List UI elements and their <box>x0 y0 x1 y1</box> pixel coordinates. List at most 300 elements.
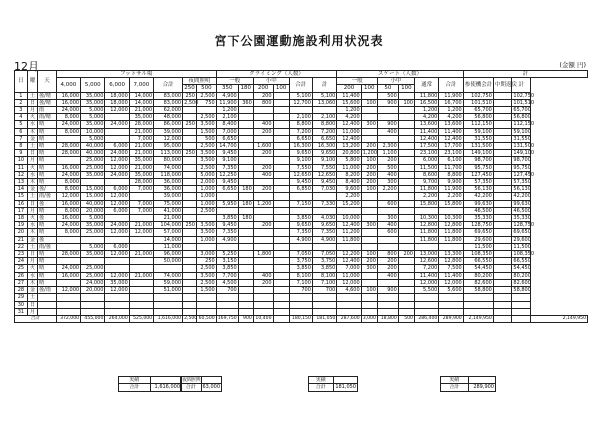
value-cell <box>377 107 398 114</box>
value-cell: 56,800 <box>513 114 531 121</box>
table-row <box>15 171 588 178</box>
summary-blank <box>333 377 358 384</box>
total-cell: 500 <box>398 315 414 322</box>
summary-blank <box>468 377 496 384</box>
value-cell <box>512 294 531 301</box>
value-cell: 750 <box>196 99 216 106</box>
value-cell: 9,450 <box>312 179 336 186</box>
weather-cell: 晴 <box>38 251 57 258</box>
total-cell: 289,900 <box>439 315 463 322</box>
value-cell <box>253 215 273 222</box>
value-cell: 23,100 <box>414 150 438 157</box>
value-cell <box>183 157 197 164</box>
total-cell: 180,150 <box>289 315 312 322</box>
value-cell: 5,950 <box>216 200 238 207</box>
value-cell: 65,700 <box>463 107 493 114</box>
value-cell: 2,200 <box>414 193 438 200</box>
value-cell: 40,000 <box>81 143 105 150</box>
header-climb-price: 350 <box>216 85 238 92</box>
value-cell: 17,700 <box>439 143 463 150</box>
total-cell: 10,400 <box>253 315 273 322</box>
value-cell <box>493 279 512 286</box>
value-cell <box>273 143 289 150</box>
value-cell <box>493 143 512 150</box>
total-cell: 264,000 <box>105 315 129 322</box>
value-cell <box>238 308 253 315</box>
value-cell: 16,300 <box>289 143 312 150</box>
value-cell <box>105 308 129 315</box>
value-cell: 11,900 <box>439 186 463 193</box>
weekday-cell: 火 <box>27 215 37 222</box>
value-cell: 74,000 <box>154 164 183 171</box>
value-cell <box>361 272 377 279</box>
total-cell: 60,500 <box>196 315 216 322</box>
value-cell: 24,000 <box>105 222 129 229</box>
value-cell: 5,600 <box>439 287 463 294</box>
weekday-cell: 木 <box>27 229 37 236</box>
value-cell <box>105 135 129 142</box>
value-cell: 35,000 <box>129 157 153 164</box>
value-cell: 5,000 <box>81 135 105 142</box>
value-cell: 95,750 <box>463 164 493 171</box>
value-cell: 200 <box>253 186 273 193</box>
value-cell: 11,800 <box>414 236 438 243</box>
weekday-cell: 日 <box>27 150 37 157</box>
value-cell <box>398 200 414 207</box>
value-cell: 250 <box>183 121 197 128</box>
value-cell: 35,000 <box>129 171 153 178</box>
value-cell: 200 <box>361 164 377 171</box>
value-cell: 83,000 <box>154 92 183 99</box>
value-cell: 99,630 <box>463 200 493 207</box>
summary-value: 63,000 <box>202 384 220 391</box>
header-total-sub: 計 <box>512 78 531 92</box>
value-cell: 149,100 <box>513 150 535 157</box>
value-cell: 16,500 <box>414 99 438 106</box>
day-cell: 11 <box>15 164 28 171</box>
value-cell <box>183 287 197 294</box>
value-cell: 600 <box>377 200 398 207</box>
value-cell <box>129 294 153 301</box>
value-cell: 8,000 <box>56 207 80 214</box>
value-cell: 40,000 <box>81 200 105 207</box>
value-cell: 9,650 <box>312 150 336 157</box>
value-cell: 9,100 <box>216 157 238 164</box>
value-cell <box>398 287 414 294</box>
value-cell: 12,700 <box>289 99 312 106</box>
header-climbing: クライミング（人数） <box>216 71 337 78</box>
weekday-cell: 月 <box>27 207 37 214</box>
value-cell <box>273 193 289 200</box>
value-cell <box>238 121 253 128</box>
value-cell <box>196 107 216 114</box>
day-cell: 22 <box>15 243 28 250</box>
table-row <box>15 251 588 258</box>
value-cell: 29,600 <box>513 236 531 243</box>
value-cell <box>493 294 512 301</box>
value-cell <box>493 179 512 186</box>
value-cell <box>398 128 414 135</box>
weekday-cell: 金 <box>27 287 37 294</box>
value-cell <box>289 207 312 214</box>
value-cell: 200 <box>253 128 273 135</box>
value-cell <box>312 308 336 315</box>
weekday-cell: 水 <box>27 222 37 229</box>
value-cell: 1,000 <box>196 200 216 207</box>
day-cell: 20 <box>15 229 28 236</box>
value-cell <box>216 308 238 315</box>
value-cell: 28,000 <box>129 121 153 128</box>
value-cell <box>238 193 253 200</box>
value-cell <box>183 301 197 308</box>
value-cell <box>398 135 414 142</box>
value-cell <box>361 193 377 200</box>
weekday-cell: 火 <box>27 114 37 121</box>
value-cell <box>512 308 531 315</box>
day-cell: 9 <box>15 150 28 157</box>
value-cell <box>253 294 273 301</box>
value-cell <box>493 193 512 200</box>
header-skate-price: 100 <box>398 85 414 92</box>
value-cell: 35,000 <box>81 121 105 128</box>
climbing-summary <box>308 376 358 392</box>
value-cell: 82,600 <box>513 279 531 286</box>
value-cell <box>105 258 129 265</box>
value-cell <box>154 301 183 308</box>
value-cell <box>183 128 197 135</box>
value-cell <box>289 193 312 200</box>
weekday-cell: 木 <box>27 128 37 135</box>
value-cell: 35,000 <box>81 251 105 258</box>
night-summary <box>180 376 222 392</box>
value-cell: 95,000 <box>154 143 183 150</box>
value-cell <box>414 301 438 308</box>
value-cell: 16,000 <box>56 272 80 279</box>
value-cell: 6,000 <box>414 157 438 164</box>
header-date: 日 <box>15 71 28 93</box>
value-cell <box>273 157 289 164</box>
header-skate-price: 200 <box>337 85 361 92</box>
value-cell: 7,350 <box>216 229 238 236</box>
value-cell <box>183 193 197 200</box>
value-cell: 20,800 <box>337 150 361 157</box>
value-cell: 8,000 <box>56 186 80 193</box>
value-cell: 57,350 <box>463 179 493 186</box>
value-cell: 1,200 <box>337 107 361 114</box>
value-cell <box>238 171 253 178</box>
value-cell: 9,650 <box>312 222 336 229</box>
value-cell: 11,000 <box>337 128 361 135</box>
weather-cell: 晴 <box>38 258 57 265</box>
value-cell <box>398 179 414 186</box>
table-row <box>15 294 588 301</box>
value-cell <box>183 229 197 236</box>
value-cell: 9,600 <box>337 186 361 193</box>
value-cell <box>493 258 512 265</box>
weather-cell: 曇/雨 <box>38 287 57 294</box>
value-cell: 300 <box>377 179 398 186</box>
value-cell <box>183 279 197 286</box>
value-cell: 11,200 <box>337 229 361 236</box>
value-cell: 8,400 <box>337 179 361 186</box>
value-cell: 7,550 <box>312 164 336 171</box>
value-cell: 46,500 <box>513 207 531 214</box>
value-cell <box>238 157 253 164</box>
value-cell <box>238 135 253 142</box>
value-cell: 35,000 <box>81 92 105 99</box>
value-cell <box>273 135 289 142</box>
value-cell <box>216 193 238 200</box>
value-cell: 24,000 <box>56 121 80 128</box>
value-cell <box>414 243 438 250</box>
value-cell: 98,700 <box>463 157 493 164</box>
weather-cell: 曇/晴 <box>38 99 57 106</box>
value-cell: 29,600 <box>463 236 493 243</box>
value-cell: 7,030 <box>312 186 336 193</box>
weather-cell <box>38 308 57 315</box>
value-cell: 200 <box>398 251 414 258</box>
weather-cell: 晴 <box>38 279 57 286</box>
value-cell <box>361 229 377 236</box>
value-cell <box>463 301 493 308</box>
value-cell: 8,400 <box>216 121 238 128</box>
value-cell: 400 <box>253 272 273 279</box>
weekday-cell: 月 <box>27 258 37 265</box>
value-cell <box>183 294 197 301</box>
value-cell: 100 <box>361 157 377 164</box>
value-cell: 25,000 <box>81 164 105 171</box>
value-cell <box>183 272 197 279</box>
day-cell: 3 <box>15 107 28 114</box>
value-cell: 5,100 <box>312 92 336 99</box>
value-cell <box>273 294 289 301</box>
table-row <box>15 243 588 250</box>
value-cell <box>81 236 105 243</box>
value-cell: 21,000 <box>129 150 153 157</box>
value-cell: 12,800 <box>439 222 463 229</box>
total-cell: 1,616,000 <box>154 315 183 322</box>
table-row <box>15 157 588 164</box>
table-row <box>15 287 588 294</box>
value-cell: 11,700 <box>439 164 463 171</box>
weekday-cell: 水 <box>27 272 37 279</box>
value-cell <box>273 272 289 279</box>
value-cell <box>312 193 336 200</box>
value-cell <box>493 164 512 171</box>
value-cell <box>361 128 377 135</box>
weather-cell: 晴 <box>38 128 57 135</box>
value-cell: 9,900 <box>439 179 463 186</box>
value-cell <box>377 193 398 200</box>
table-row <box>15 301 588 308</box>
value-cell: 86,000 <box>154 121 183 128</box>
value-cell <box>398 229 414 236</box>
day-cell: 5 <box>15 121 28 128</box>
value-cell <box>183 251 197 258</box>
value-cell: 4,200 <box>439 114 463 121</box>
value-cell <box>273 222 289 229</box>
weekday-cell: 火 <box>27 265 37 272</box>
value-cell <box>273 92 289 99</box>
month-label: 12月 <box>14 60 39 73</box>
value-cell <box>493 215 512 222</box>
value-cell: 8,000 <box>56 128 80 135</box>
value-cell <box>398 150 414 157</box>
value-cell: 8,600 <box>414 171 438 178</box>
value-cell <box>129 287 153 294</box>
value-cell: 3,500 <box>196 157 216 164</box>
value-cell: 8,800 <box>439 171 463 178</box>
value-cell: 7,200 <box>312 128 336 135</box>
value-cell: 13,000 <box>414 251 438 258</box>
value-cell <box>273 99 289 106</box>
value-cell: 2,500 <box>184 99 199 106</box>
value-cell: 2,500 <box>196 265 216 272</box>
value-cell: 59,100 <box>513 128 531 135</box>
value-cell: 11,500 <box>463 243 493 250</box>
value-cell: 54,450 <box>513 265 531 272</box>
value-cell: 12,000 <box>129 229 153 236</box>
value-cell: 3,500 <box>196 229 216 236</box>
value-cell <box>81 294 105 301</box>
value-cell: 24,000 <box>56 265 80 272</box>
weather-cell: 曇 <box>38 200 57 207</box>
header-climb-total: 合計 <box>289 78 312 92</box>
value-cell: 96,000 <box>154 251 183 258</box>
value-cell <box>238 279 253 286</box>
value-cell: 7,550 <box>289 164 312 171</box>
value-cell: 6,650 <box>312 135 336 142</box>
summary-value: 181,050 <box>333 384 358 391</box>
value-cell: 8,100 <box>312 272 336 279</box>
weather-cell <box>38 294 57 301</box>
value-cell <box>398 222 414 229</box>
value-cell <box>238 251 253 258</box>
value-cell <box>493 287 512 294</box>
value-cell <box>183 243 197 250</box>
weekday-cell: 月 <box>27 308 37 315</box>
total-cell: 372,000 <box>56 315 80 322</box>
value-cell <box>361 294 377 301</box>
value-cell: 12,000 <box>105 157 129 164</box>
value-cell <box>238 114 253 121</box>
value-cell: 112,150 <box>463 121 493 128</box>
value-cell: 80,000 <box>154 157 183 164</box>
value-cell: 3,850 <box>289 265 312 272</box>
value-cell: 8,000 <box>56 179 80 186</box>
value-cell: 14,000 <box>129 92 153 99</box>
value-cell: 4,200 <box>337 114 361 121</box>
value-cell: 6,850 <box>289 186 312 193</box>
header-climb-sum: 計 <box>312 78 336 92</box>
value-cell: 56,800 <box>463 114 493 121</box>
value-cell: 2,100 <box>289 114 312 121</box>
value-cell <box>361 207 377 214</box>
day-cell: 4 <box>15 114 28 121</box>
value-cell <box>238 243 253 250</box>
value-cell: 24,000 <box>81 279 105 286</box>
value-cell: 62,000 <box>154 107 183 114</box>
value-cell: 11,800 <box>414 186 438 193</box>
value-cell <box>238 179 253 186</box>
value-cell <box>493 107 512 114</box>
value-cell: 7,330 <box>312 200 336 207</box>
weather-cell: 雨/曇 <box>38 243 57 250</box>
value-cell: 7,050 <box>289 251 312 258</box>
value-cell <box>398 193 414 200</box>
value-cell: 24,000 <box>105 150 129 157</box>
day-cell: 14 <box>15 186 28 193</box>
value-cell <box>129 193 153 200</box>
value-cell <box>253 301 273 308</box>
header-skate-price: 50 <box>377 85 398 92</box>
value-cell: 200 <box>361 179 377 186</box>
header-climb-general: 一般 <box>216 78 253 85</box>
day-cell: 15 <box>15 193 28 200</box>
value-cell <box>377 135 398 142</box>
value-cell: 1,000 <box>196 186 216 193</box>
value-cell: 180 <box>238 200 253 207</box>
value-cell <box>154 265 183 272</box>
value-cell: 4,500 <box>216 279 238 286</box>
weather-cell: 晴 <box>38 143 57 150</box>
total-cell: 900 <box>238 315 253 322</box>
value-cell: 500 <box>196 135 216 142</box>
value-cell <box>238 265 253 272</box>
value-cell: 21,000 <box>129 164 153 171</box>
value-cell: 2,500 <box>196 207 216 214</box>
value-cell: 1,100 <box>377 150 398 157</box>
weekday-cell: 水 <box>27 171 37 178</box>
value-cell: 700 <box>216 287 238 294</box>
table-row <box>15 164 588 171</box>
value-cell: 11,800 <box>439 236 463 243</box>
summary-label: 合計 <box>181 384 202 391</box>
value-cell: 8,800 <box>289 121 312 128</box>
weekday-cell: 火 <box>27 164 37 171</box>
value-cell <box>183 215 197 222</box>
value-cell <box>439 243 463 250</box>
value-cell <box>105 114 129 121</box>
value-cell <box>337 243 361 250</box>
day-cell: 28 <box>15 287 28 294</box>
value-cell <box>129 308 153 315</box>
value-cell: 13,300 <box>439 251 463 258</box>
value-cell: 300 <box>361 265 377 272</box>
value-cell <box>398 164 414 171</box>
value-cell: 12,400 <box>337 135 361 142</box>
value-cell: 500 <box>377 92 398 99</box>
value-cell <box>196 243 216 250</box>
value-cell: 5,000 <box>196 171 216 178</box>
value-cell: 2,500 <box>196 279 216 286</box>
value-cell: 11,800 <box>337 236 361 243</box>
value-cell: 66,550 <box>463 258 493 265</box>
value-cell: 12,250 <box>216 171 238 178</box>
value-cell <box>105 128 129 135</box>
value-cell <box>105 179 129 186</box>
value-cell <box>337 308 361 315</box>
value-cell: 69,650 <box>513 229 531 236</box>
value-cell: 3,850 <box>216 265 238 272</box>
summary-row <box>441 384 496 391</box>
value-cell: 24,000 <box>105 121 129 128</box>
value-cell <box>56 135 80 142</box>
value-cell: 12,400 <box>337 121 361 128</box>
value-cell: 15,800 <box>414 200 438 207</box>
value-cell: 2,300 <box>377 143 398 150</box>
value-cell <box>377 279 398 286</box>
